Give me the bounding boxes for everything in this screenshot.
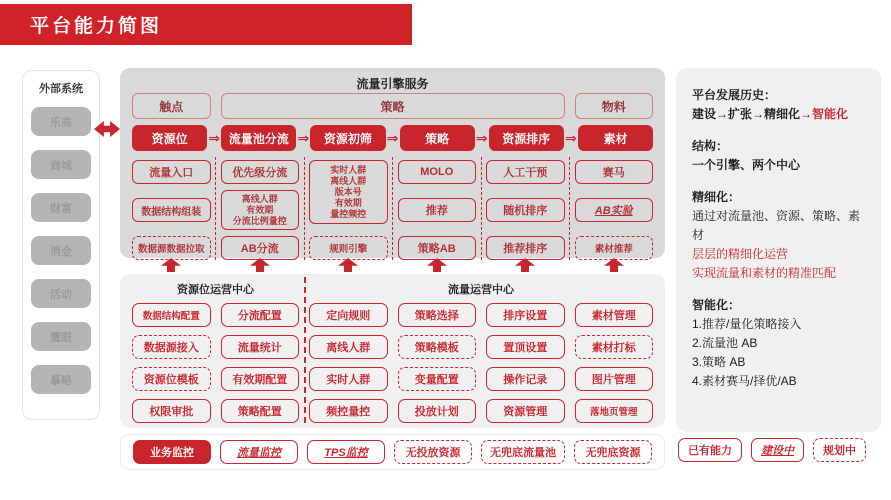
traffic-center-title: 流量运营中心 (448, 284, 514, 296)
ops-box: 定向规则 (309, 303, 388, 327)
ops-box: 分流配置 (221, 303, 300, 327)
history-title: 平台发展历史： (692, 88, 777, 102)
ops-box: 投放计划 (398, 399, 477, 423)
external-system-legao: 乐高 (31, 107, 91, 136)
history-red: 智能化 (812, 107, 849, 121)
flow-arrow-icon: ⇒ (475, 130, 488, 146)
up-arrow-icon (250, 258, 270, 272)
up-arrow-icon (515, 258, 535, 272)
engine-col-ranking (486, 160, 565, 260)
group-line: 离线人群 (241, 193, 278, 204)
ops-box: 离线人群 (309, 335, 388, 359)
ops-box: 素材管理 (575, 303, 654, 327)
ops-box: 排序设置 (486, 303, 565, 327)
external-system-activity: 活动 (31, 279, 91, 308)
group-line: 分流比例量控 (232, 215, 287, 226)
engine-col-material (575, 160, 654, 260)
history-line (692, 105, 865, 124)
ops-box: 落地页管理 (575, 399, 654, 423)
smart-item-3: 3.策略 AB (692, 355, 746, 369)
column-divider (481, 157, 482, 260)
engine-title: 流量引擎服务 (356, 77, 429, 91)
legend-building: 建设中 (751, 438, 804, 462)
engine-col-strategy (398, 160, 477, 260)
capability-box: 推荐 (398, 198, 477, 222)
spacer (692, 283, 865, 296)
capability-box: 赛马 (575, 160, 654, 184)
ops-grid (132, 303, 653, 423)
capability-box: 人工干预 (486, 160, 565, 184)
capability-box-planned: 素材推荐 (575, 236, 654, 260)
ops-titles (132, 281, 653, 296)
column-divider (304, 157, 305, 260)
column-divider (569, 157, 570, 260)
refine-line-1: 通过对流量池、资源、策略、素材 (692, 209, 861, 242)
structure-text: 一个引擎、两个中心 (692, 158, 801, 172)
center-divider (304, 277, 306, 423)
legend-existing: 已有能力 (678, 438, 742, 462)
ops-box: 实时人群 (309, 367, 388, 391)
ops-box: 流量统计 (221, 335, 300, 359)
monitor-box-no-delivery: 无投放资源 (394, 440, 472, 464)
engine-col-prefilter (309, 160, 388, 260)
ops-box-planned: 素材打标 (575, 335, 654, 359)
monitor-box-no-fallback-resource: 无兜底资源 (574, 440, 652, 464)
capability-box: 随机排序 (486, 198, 565, 222)
ops-box-planned: 策略模板 (398, 335, 477, 359)
history-black: 建设→扩张→精细化→ (692, 107, 813, 121)
pipeline-stage-strategy: 策略 (400, 125, 475, 151)
flow-arrow-icon: ⇒ (297, 130, 310, 146)
group-line: 有效期 (246, 204, 274, 215)
group-line: 量控频控 (330, 208, 367, 219)
legend (678, 438, 866, 462)
up-arrow-icon (604, 258, 624, 272)
ops-box: 置顶设置 (486, 335, 565, 359)
capability-box: 优先级分流 (221, 160, 300, 184)
up-arrow-icon (427, 258, 447, 272)
engine-band-row (132, 93, 653, 119)
ops-box: 图片管理 (575, 367, 654, 391)
external-systems-title: 外部系统 (39, 83, 83, 95)
refine-line-2: 层层的精细化运营 (692, 247, 789, 261)
engine-pipeline (132, 125, 653, 151)
pipeline-stage-resource-slot: 资源位 (132, 125, 207, 151)
capability-box: 流量入口 (132, 160, 211, 184)
traffic-engine-box (120, 68, 665, 258)
pipeline-stage-material: 素材 (578, 125, 653, 151)
capability-box-building: AB实验 (575, 198, 654, 222)
capability-box: 策略AB (398, 236, 477, 260)
engine-capability-columns (132, 160, 653, 260)
smart-item-2: 2.流量池 AB (692, 336, 758, 350)
external-system-eagle-eye: 鹰眼 (31, 322, 91, 351)
ops-box: 权限审批 (132, 399, 211, 423)
smart-item-4: 4.素材赛马/择优/AB (692, 374, 797, 388)
external-systems-panel (22, 70, 100, 420)
spacer (692, 175, 865, 188)
platform-notes-panel (676, 68, 881, 432)
page-title: 平台能力简图 (0, 4, 412, 45)
external-system-molue: 摹略 (31, 365, 91, 394)
group-line: 实时人群 (330, 164, 367, 175)
capability-box: 数据结构组装 (132, 198, 211, 222)
ops-box: 操作记录 (486, 367, 565, 391)
smart-title: 智能化： (692, 298, 741, 312)
pipeline-stage-ranking: 资源排序 (489, 125, 564, 151)
spacer (692, 124, 865, 137)
structure-title: 结构： (692, 139, 729, 153)
ops-box: 频控量控 (309, 399, 388, 423)
column-divider (392, 157, 393, 260)
external-system-finance: 消金 (31, 236, 91, 265)
ops-box-planned: 数据源接入 (132, 335, 211, 359)
up-arrow-icon (338, 258, 358, 272)
pipeline-stage-pool-split: 流量池分流 (221, 125, 296, 151)
monitor-box-business: 业务监控 (133, 440, 211, 464)
capability-box-planned: 规则引擎 (309, 236, 388, 260)
operation-centers-box (120, 274, 665, 428)
legend-planned: 规划中 (813, 438, 866, 462)
smart-item-1: 1.推荐/量化策略接入 (692, 317, 802, 331)
ops-box: 资源管理 (486, 399, 565, 423)
capability-box-planned: 数据源数据拉取 (132, 236, 211, 260)
column-divider (215, 157, 216, 260)
ops-box-planned: 资源位模板 (132, 367, 211, 391)
capability-box: MOLO (398, 160, 477, 184)
monitor-box-no-fallback-pool: 无兜底流量池 (481, 440, 565, 464)
monitoring-strip (120, 434, 665, 470)
up-arrow-icon (161, 258, 181, 272)
monitor-box-tps: TPS监控 (307, 440, 385, 464)
engine-col-pool-split (221, 160, 300, 260)
group-line: 离线人群 (330, 175, 367, 186)
ops-box-planned: 变量配置 (398, 367, 477, 391)
monitor-box-traffic: 流量监控 (220, 440, 298, 464)
capability-box: AB分流 (221, 236, 300, 260)
pipeline-stage-prefilter: 资源初筛 (310, 125, 385, 151)
capability-group-box (309, 160, 388, 224)
group-line: 有效期 (334, 197, 362, 208)
flow-arrow-icon: ⇒ (208, 130, 221, 146)
band-material: 物料 (575, 93, 654, 119)
external-system-wealth: 财富 (31, 193, 91, 222)
capability-group-box (221, 190, 300, 230)
external-system-mall: 商城 (31, 150, 91, 179)
capability-box: 推荐排序 (486, 236, 565, 260)
engine-col-resource-slot (132, 160, 211, 260)
group-line: 版本号 (334, 186, 362, 197)
ops-box: 有效期配置 (221, 367, 300, 391)
flow-arrow-icon: ⇒ (564, 130, 577, 146)
ops-box: 策略配置 (221, 399, 300, 423)
refine-title: 精细化： (692, 190, 741, 204)
ops-box: 策略选择 (398, 303, 477, 327)
band-touchpoint: 触点 (132, 93, 211, 119)
band-strategy: 策略 (221, 93, 565, 119)
flow-arrow-icon: ⇒ (386, 130, 399, 146)
ops-box: 数据结构配置 (132, 303, 211, 327)
resource-slot-center-title: 资源位运营中心 (177, 284, 254, 296)
refine-line-3: 实现流量和素材的精准匹配 (692, 266, 837, 280)
